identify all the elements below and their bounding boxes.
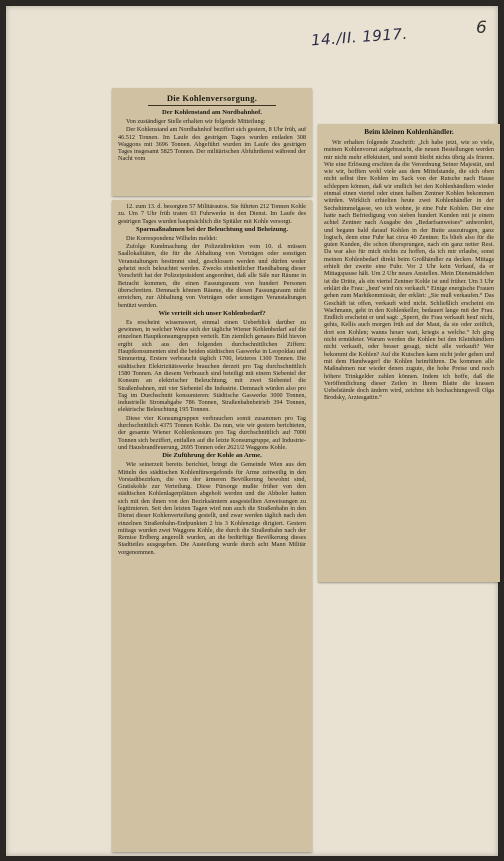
archive-page	[6, 6, 498, 856]
paragraph: Zufolge Kundmachung der Polizeidirektion vom 10. d. müssen Saallokalitäten, die für die Abhaltung von Vorträgen oder sonstigen Veranstaltungen bestimmt sind, geschlossen werden und dürfen weder geheizt noch beleuchtet werden. Zwecks einheitlicher Handhabung dieser Vorschrift hat der Polizeipräsident angeordnet, daß alle Säle nur Räume in Betracht kommen, die einen Fassungsraum von hundert Personen überschreiten. Demnach können Räume, die diesen Fassungsraum nicht erreichen, zur Abhaltung von Vorträgen oder sonstigen Veranstaltungen benützt werden.	[118, 243, 306, 309]
paragraph: Von zuständiger Stelle erhalten wir folgende Mitteilung:	[126, 118, 266, 125]
paragraph: Es erscheint wissenswert, einmal einen Ueberblick darüber zu gewinnen, in welcher Weise sich der tägliche Wiener Kohlenbedarf auf die einzelnen Hauptkonsumgruppen verteilt. Ein ziemlich genaues Bild hievon ergibt sich aus den folgenden durchschnittlichen Ziffern: Hauptkonsumenten sind die beiden städtischen Gaswerke in Leopoldau und Simmering. Erstere verbraucht täglich 1700, letzteres 1300 Tonnen. Die städtischen Elektrizitätswerke brauchen derzeit pro Tag durchschnittlich 1580 Tonnen. An diesem Verbrauch sind beteiligt mit einem Siebentel der Konsum an elektrischer Beleuchtung, mit zwei Siebentel die Straßenbahnen, mit vier Siebentel die Industrie. Demnach würden also pro Tag im Durchschnitt konsumieren: Städtische Gaswerke 3000 Tonnen, industrielle Stromabgabe 786 Tonnen, Straßenbahnbetrieb 394 Tonnen, elektrische Beleuchtung 195 Tonnen.	[118, 318, 306, 414]
title-rule	[148, 105, 276, 106]
section-heading: Wie verteilt sich unser Kohlenbedarf?	[158, 309, 266, 317]
clipping-title: Die Kohlenversorgung.	[166, 93, 258, 103]
paragraph: Wir erhalten folgende Zuschrift: „Ich habe jetzt, wie so viele, meinen Kohlenvorrat aufgebraucht, die neuen Bestellungen werden mir nicht mehr effektuiert, und somit bleibt nichts übrig als frieren. Wie eine Erlösung erschien da die Verordnung Seiner Majestät, und wie wir, hofften wohl viele aus dem Mittelstande, die sich oben nicht selbst ihre Kohlen im Sack von der Rutsche nach Hause schleppen können, daß wir endlich bei den Kohlenhändlern wieder einmal einen viertel oder einen halben Zentner Kohlen bekommen würden. Wirklich erhielten heute zwei Kohlenhändler in der Sechshimmelgasse, wo ich wohne, je eine Fuhr Kohlen. Der eine hatte nach Befriedigung von sieben hundert Kunden mit je einem achtel Zentner nach Ausgabe des „Bedarfsanweises“ anbeordert, und begann bald darauf Kohlen in der Butte auszutragen, ganz logisch, denn eine Fuhr hat circa 40 Zentner. Es blieb also für die guten Kunden, die schon übersprungen, nach ein ganz netter Rest. Da war also für mich nichts zu hoffen, da ich mir erlaube, sonst meinen Kohlenbedarf direkt beim Großhändler zu decken. Mittags erhielt der zweite eine Fuhr. Vor 2 Uhr kein Verkauf, da er Mittagspause hält. Um 2 Uhr neues Anstellen. Mein Dienstmädchen ist die Dritte, als ein viertel Zentner Kohle ist und früher. Um 3 Uhr erklärt die Frau: „heut' wird nix verkauft.“ Einige energische Frauen gehen zum Marktkommissär, der erklärt: „Sie muß verkaufen.“ Das Geschäft ist offen, verkauft wird nicht. Schließlich erscheint ein Wachmann, geht in den Kohlenkeller, bedauert lange mit der Frau. Endlich erscheint er und sagt: „Sperrt, die Frau verkauft heut' nicht, gehts, Kellis auch morgen früh auf der Maut, da sie oder zeitlich, dort son Kohlen; wanns heuer wart, kriegts a welche.“ Ich ging nicht ermüdeter. Warum werden die Kohlen bei den Kleinhändlern nicht verkauft, oder besser gesagt, nicht alle verkauft? Wer bekommt die Kohlen? Auf die Kutschen kann nicht jeder gehen und mit dem Handwagerl die Kohlen heimführen. Da kommen alle Maßnahmen nur wieder denen zugute, die hohe Preise und noch höhere Trinkgelder zahlen können. Indem ich hoffe, daß die Veröffentlichung dieser Zeilen in Ihrem Blatte die krassen Uebelstände doch ändern wird, zeichne ich hochachtungsvoll Olga Brodsky, Arztesgattin.“	[324, 139, 494, 402]
paragraph: Wie seinerzeit bereits berichtet, bringt die Gemeinde Wien aus den Mitteln des städtischen Kohlenfürsorgefonds für Arme zeitweilig in den Vorstadtbezirken, die von der ärmeren Bevölkerung bewohnt sind, Gratiskohle zur Verteilung. Diese Fürsorge mußte früher von den städtischen Kohlenlagerplätzen abgeholt werden und die Abholer hatten sich mit den ihnen von den Bezirksämtern ausgestellten Anweisungen zu legitimieren. Seit den letzten Tagen wird nun auch die Straßenbahn in den Dienst dieser Kohlenverteilung gestellt, und zwar werden täglich nach den einzelnen Straßenbahn-Endpunkten 2 bis 3 Kohlenzüge dirigiert. Gestern mittags wurden zwei Waggons Kohle, die durch die Straßenbahn nach der Remise Erdberg angerollt wurden, an die bedürftige Bevölkerung dieses Stadtteiles ausgegeben. Die Austeilung wurde durch acht Mann Militär vorgenommen.	[118, 461, 306, 556]
paragraph: Die Korrespondenz Wilhelm meldet:	[126, 234, 218, 242]
clipping-subtitle: Der Kohlenstand am Nordbahnhof.	[162, 109, 262, 116]
clipping-kohlenhaendler	[318, 124, 500, 582]
clipping-kohlenversorgung	[112, 88, 312, 196]
clipping-sparmassnahmen	[112, 200, 312, 852]
section-heading: Die Zuführung der Kohle an Arme.	[162, 452, 262, 460]
paragraph: Diese vier Konsumgruppen verbrauchen somit zusammen pro Tag durchschnittlich 4375 Tonnen Kohle. Da nun, wie wir gestern berichteten, der gesamte Wiener Kohlenkonsum pro Tag durchschnittlich auf 7000 Tonnen sich beziffert, entfallen auf die letzte Konsumgruppe, auf Industrie- und Hausbrandfeuerung, 2695 Tonnen oder 2621/2 Waggons Kohle.	[118, 414, 306, 451]
clipping-title: Beim kleinen Kohlenhändler.	[364, 128, 454, 136]
page-number: 6	[476, 18, 487, 38]
paragraph: 12. zum 13. d. besorgten 57 Militärautos. Sie führten 212 Tonnen Kohle zu. Um 7 Uhr früh traten 63 Fuhrwerke in den Dienst. Im Laufe des gestrigen Tages wurden hauptsächlich die Spitäler mit Kohle versorgt.	[118, 203, 306, 225]
section-heading: Sparmaßnahmen bei der Beleuchtung und Beheizung.	[136, 225, 288, 233]
handwritten-date: 14./II. 1917.	[310, 24, 409, 50]
paragraph: Der Kohlenstand am Nordbahnhof beziffert sich gestern, 8 Uhr früh, auf 46.512 Tonnen. Im Laufe des gestrigen Tages wurden entladen 308 Waggons mit 3696 Tonnen. Abgeführt wurden im Laufe des gestrigen Tages insgesamt 5825 Tonnen. Der militärischen Abfuhrdienst während der Nacht vom	[118, 126, 306, 163]
